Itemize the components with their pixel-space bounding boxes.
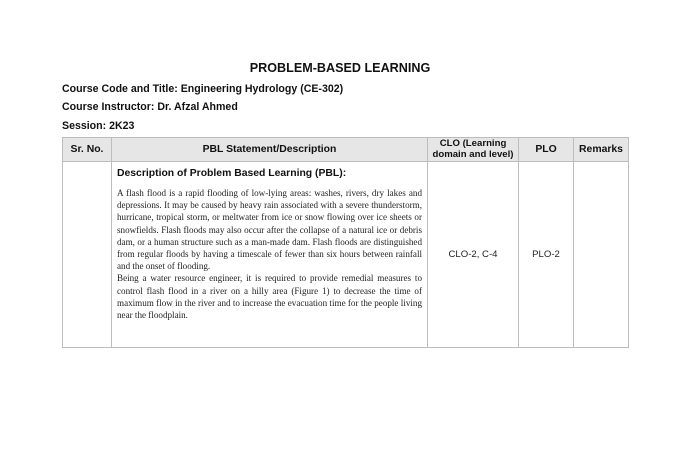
description-paragraph-2: Being a water resource engineer, it is required to provide remedial measures to control flash flood in a river on a hilly area (Figure 1) to decrease the time of maximum flow in the river and to increase the evacuation time for the people living near the floodplain.: [117, 273, 422, 321]
course-code-title: Course Code and Title: Engineering Hydrology (CE-302): [62, 83, 344, 95]
course-instructor: Course Instructor: Dr. Afzal Ahmed: [62, 101, 238, 113]
header-statement: PBL Statement/Description: [112, 138, 428, 162]
cell-clo: CLO-2, C-4: [428, 162, 519, 348]
header-clo: CLO (Learning domain and level): [428, 138, 519, 162]
page-title: PROBLEM-BASED LEARNING: [249, 61, 431, 75]
header-plo: PLO: [519, 138, 574, 162]
cell-plo: PLO-2: [519, 162, 574, 348]
description-paragraph-1: A flash flood is a rapid flooding of low-lying areas: washes, rivers, dry lakes and depressions. It may be caused by heavy rain associated with a severe thunderstorm, hurricane, tropical storm, or meltwater from ice or snow flowing over ice sheets or snowfields. Flash floods may also occur after the collapse of a natural ice or debris dam, or a human structure such as a man-made dam. Flash floods are distinguished from regular floods by having a timescale of fewer than six hours between rainfall and the onset of flooding.: [117, 188, 422, 272]
table-header-row: [63, 138, 629, 162]
header-sr-no: Sr. No.: [63, 138, 112, 162]
description-heading: Description of Problem Based Learning (PBL):: [117, 168, 347, 179]
session: Session: 2K23: [62, 120, 135, 132]
header-remarks: Remarks: [574, 138, 629, 162]
table-row: [63, 162, 629, 348]
pbl-table: [62, 137, 629, 348]
cell-remarks: [574, 162, 629, 348]
cell-sr-no: [63, 162, 112, 348]
cell-statement: [112, 162, 428, 348]
